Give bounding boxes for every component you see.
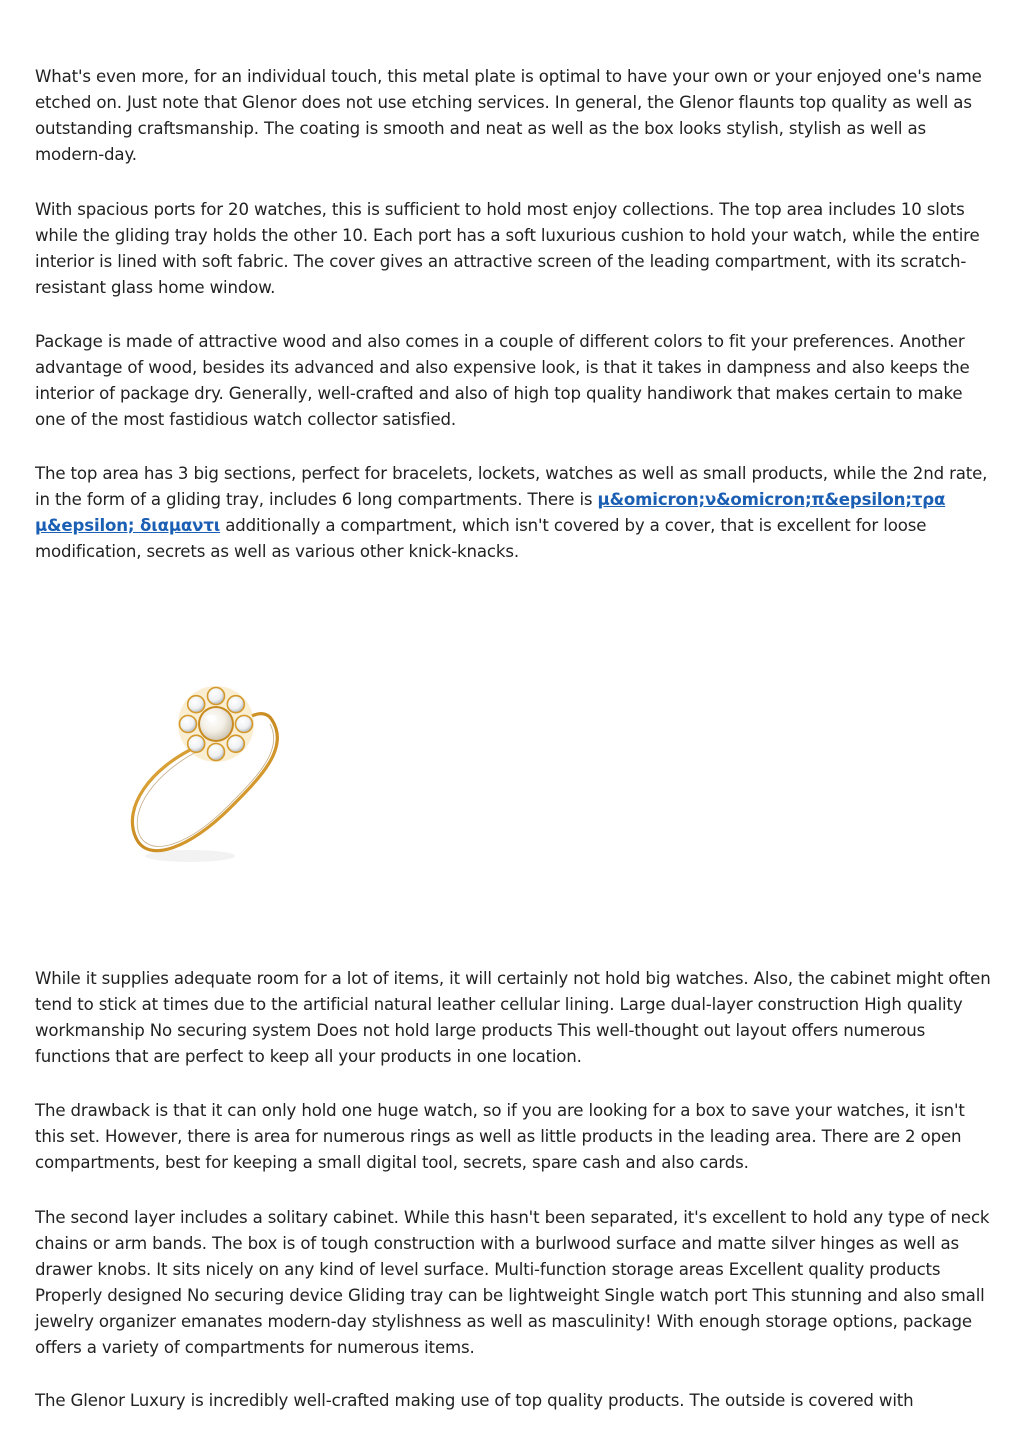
paragraph-4-text-after: additionally a compartment, which isn't covered by a cover, that is excellent for loose modification, secrets as well as various other knick-knacks. <box>35 516 927 561</box>
paragraph-8: The Glenor Luxury is incredibly well-crafted making use of top quality products. The outside is covered with <box>35 1391 914 1410</box>
paragraph-6: The drawback is that it can only hold one huge watch, so if you are looking for a box to save your watches, it isn't this set. However, there is area for numerous rings as well as little products in the leading area. There are 2 open compartments, best for keeping a small digital tool, secrets, spare cash and also cards. <box>35 1101 965 1172</box>
ring-image <box>120 668 300 878</box>
paragraph-7: The second layer includes a solitary cabinet. While this hasn't been separated, it's excellent to hold any type of neck chains or arm bands. The box is of tough construction with a burlwood surface and matte silver hinges as well as drawer knobs. It sits nicely on any kind of level surface. Multi-function storage areas Excellent quality products Properly designed No securing device Gliding tray can be lightweight Single watch port This stunning and also small jewelry organizer emanates modern-day stylishness as well as masculinity! With enough storage options, package offers a variety of compartments for numerous items. <box>35 1208 990 1357</box>
paragraph-3: Package is made of attractive wood and also comes in a couple of different colors to fit your preferences. Another advantage of wood, besides its advanced and also expensive look, is that it takes in dampness and also keeps the interior of package dry. Generally, well-crafted and also of high top quality handiwork that makes certain to make one of the most fastidious watch collector satisfied. <box>35 332 970 429</box>
paragraph-4-text-before: The top area has 3 big sections, perfect for bracelets, lockets, watches as well as small products, while the 2nd rate, in the form of a gliding tray, includes 6 long compartments. There is <box>35 464 988 509</box>
inline-link[interactable]: μ&omicron;ν&omicron;π&epsilon;τρα μ&epsilon; διαμαντι <box>35 490 946 535</box>
gold-pearl-flower-ring-icon <box>120 668 300 878</box>
paragraph-1: What's even more, for an individual touch, this metal plate is optimal to have your own or your enjoyed one's name etched on. Just note that Glenor does not use etching services. In general, the Glenor flaunts top quality as well as outstanding craftsmanship. The coating is smooth and neat as well as the box looks stylish, stylish as well as modern-day. <box>35 67 982 164</box>
paragraph-2: With spacious ports for 20 watches, this is sufficient to hold most enjoy collections. The top area includes 10 slots while the gliding tray holds the other 10. Each port has a soft luxurious cushion to hold your watch, while the entire interior is lined with soft fabric. The cover gives an attractive screen of the leading compartment, with its scratch-resistant glass home window. <box>35 200 980 297</box>
paragraph-4 <box>35 461 995 565</box>
paragraph-5: While it supplies adequate room for a lot of items, it will certainly not hold big watches. Also, the cabinet might often tend to stick at times due to the artificial natural leather cellular lining. Large dual-layer construction High quality workmanship No securing system Does not hold large products This well-thought out layout offers numerous functions that are perfect to keep all your products in one location. <box>35 969 991 1066</box>
